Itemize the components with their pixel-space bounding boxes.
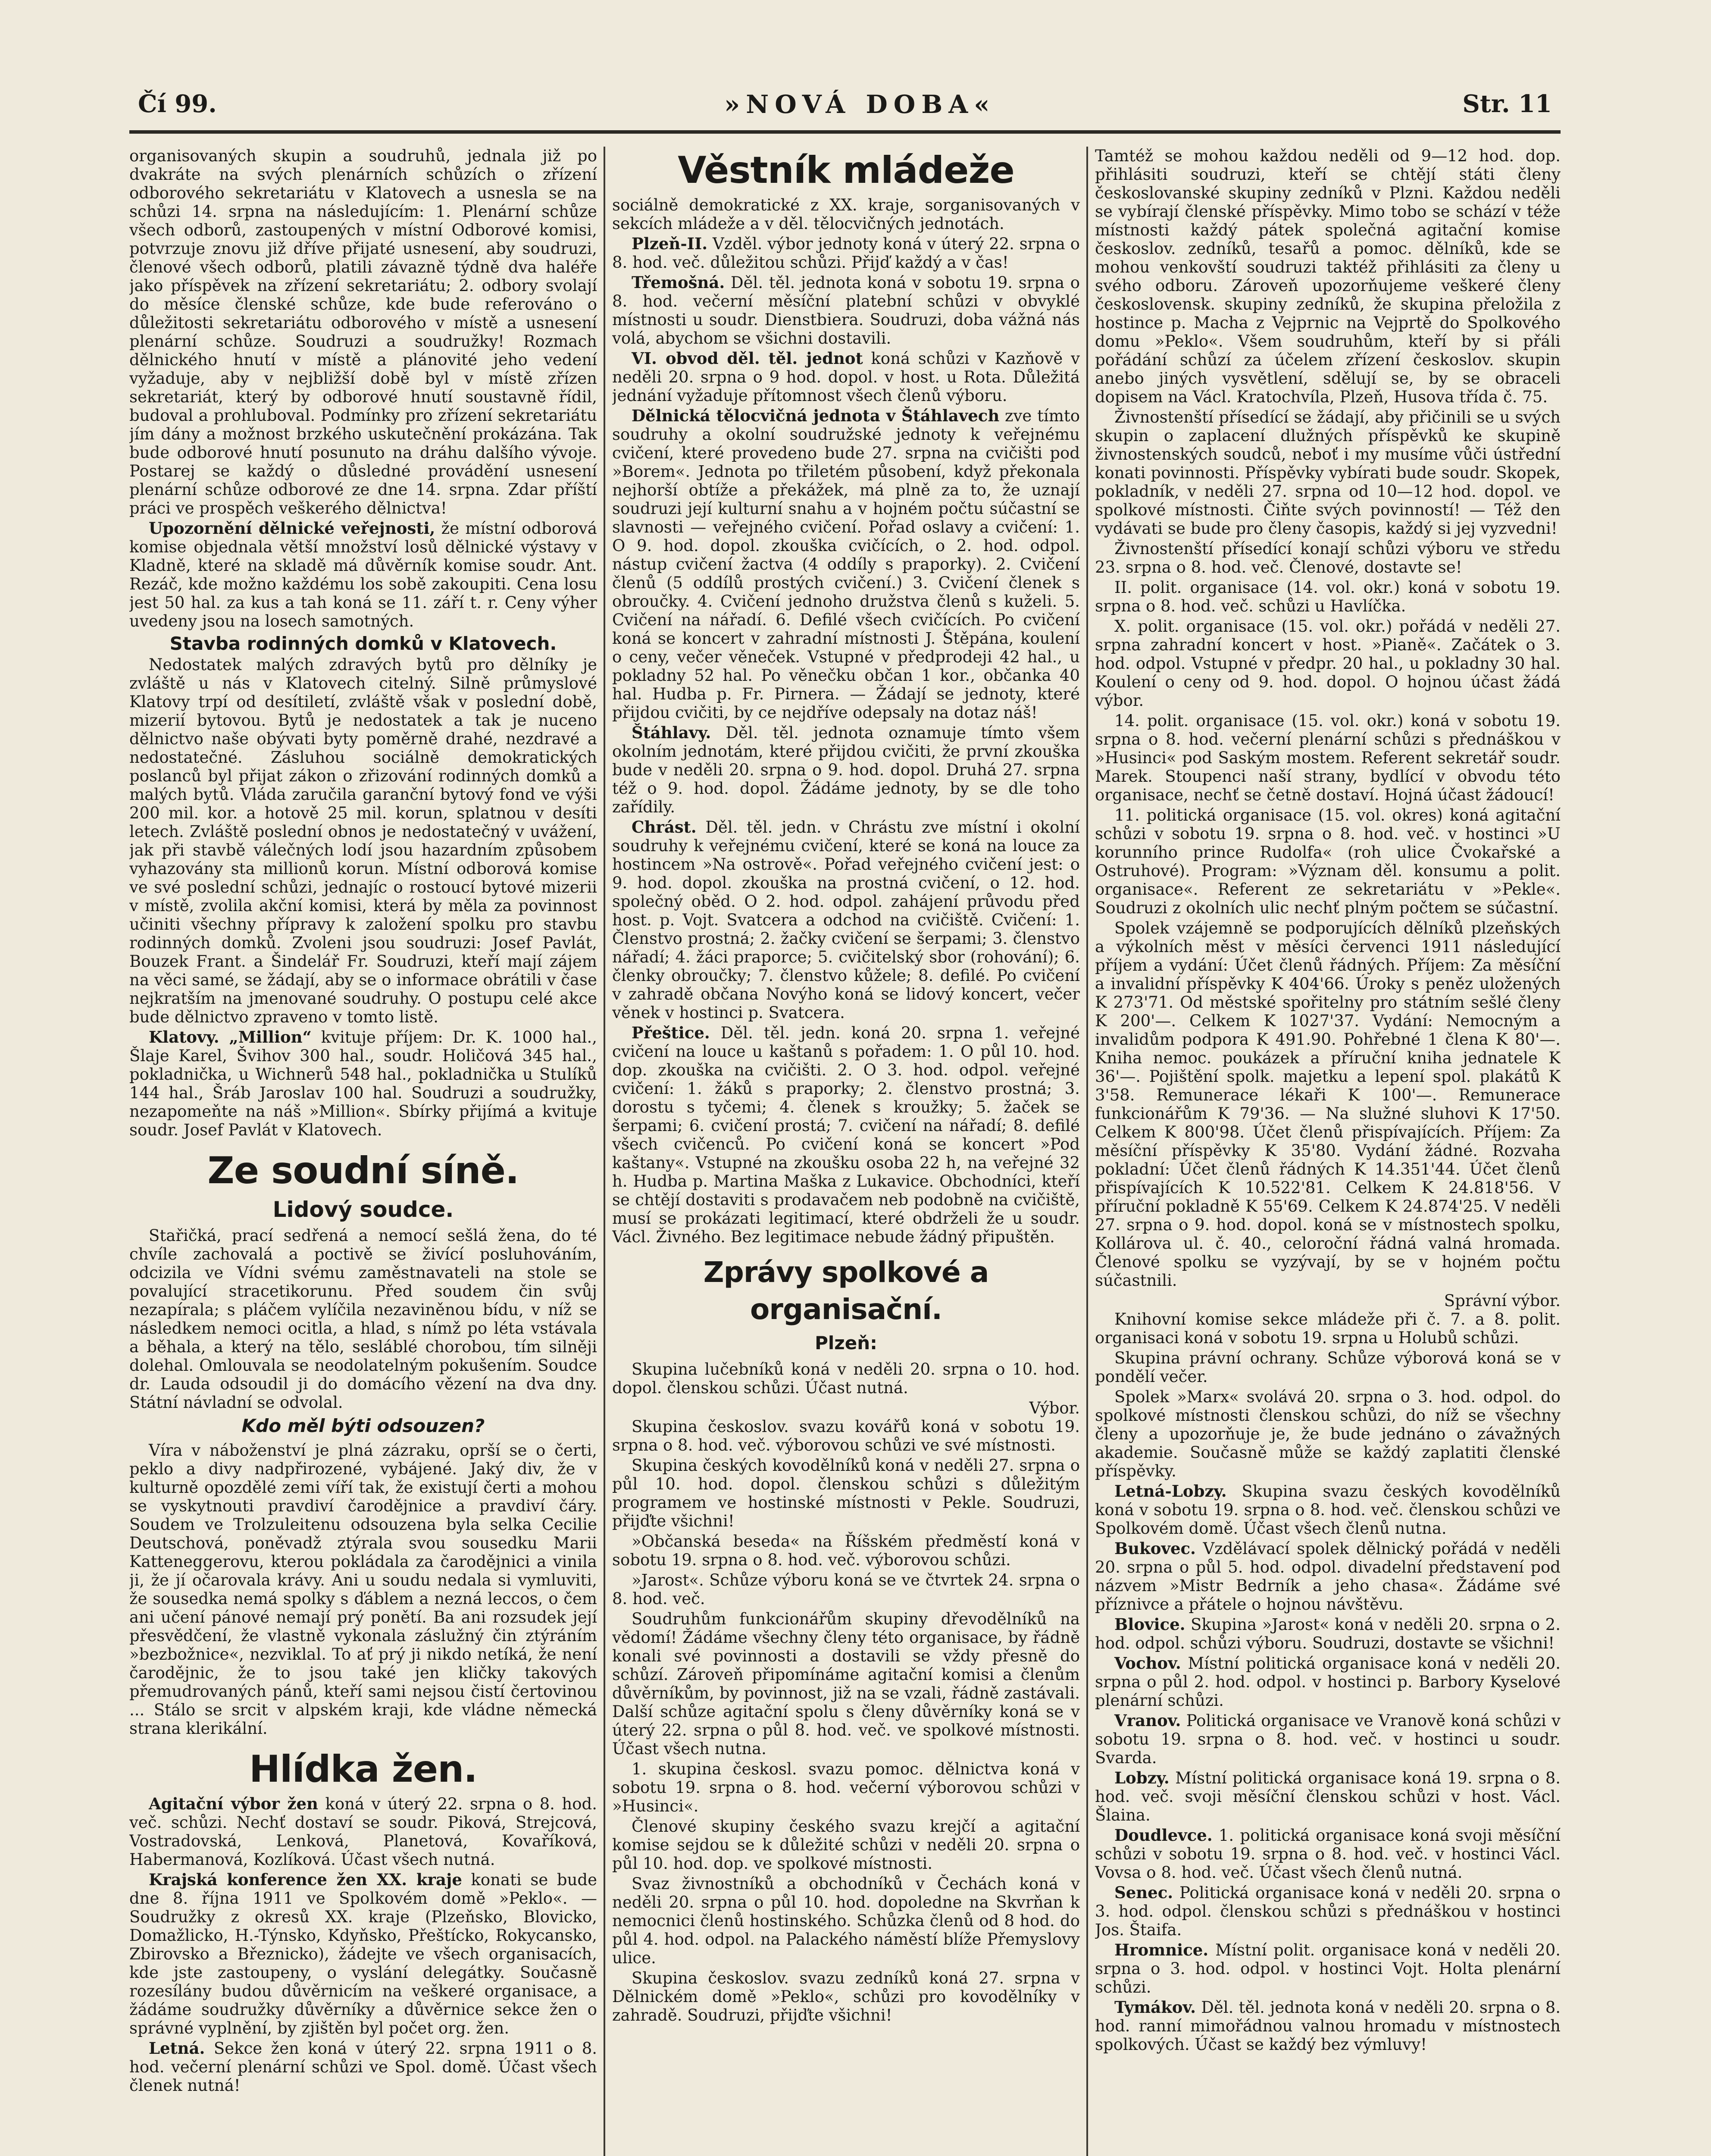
paragraph-text: Místní polit. organisace koná v neděli 20. srpna o 3. hod. odpol. v hostinci Vojt. Holta plenární schůzi. — [1095, 1941, 1561, 1996]
signature: Správní výbor. — [1444, 1291, 1561, 1310]
run-in-heading: Chrást. — [632, 818, 697, 837]
notice-paragraph: »Občanská beseda« na Říšském předměstí koná v sobotu 19. srpna o 8. hod. več. výborovou schůzi. — [612, 1532, 1080, 1569]
paragraph-text: kvituje příjem: Dr. K. 1000 hal., Šlaje Karel, Švihov 300 hal., soudr. Holičová 345 hal., pokladnička, u Wichnerů 548 hal., pokladnička u Stulíků 144 hal., Šráb Jaroslav 100 hal. Soudruzi a soudružky, nezapomeňte na náš »Million«. Sbírky přijímá a kvituje soudr. Josef Pavlát v Klatovech. — [129, 1028, 597, 1139]
notice-paragraph — [1095, 1654, 1561, 1710]
run-in-heading: Dělnická tělocvičná jednota v Štáhlavech — [632, 406, 1000, 425]
run-in-heading: Upozornění dělnické veřejnosti, — [149, 519, 435, 538]
article-paragraph — [129, 519, 597, 630]
paragraph-text: že místní odborová komise objednala větší množství losů dělnické výstavy v Kladně, které na skladě má důvěrník komise soudr. Ant. Rezáč, kde možno každému los sobě zakoupiti. Cena losu jest 50 hal. za kus a tah koná se 11. září t. r. Ceny výher uvedeny jsou na losech samotných. — [129, 519, 597, 630]
notice-paragraph: 11. politická organisace (15. vol. okres) koná agitační schůzi v sobotu 19. srpna o 8. hod. več. v hostinci »U korunního prince Rudolfa« (roh ulice Čvokařské a Ostruhové). Program: »Význam děl. konsumu a polit. organisace«. Referent ze sekretariátu v »Pekle«. Soudruzi z okolních ulic nechť plným počtem se súčastní. — [1095, 806, 1561, 917]
article-paragraph: Stařičká, prací sedřená a nemocí sešlá žena, do té chvíle zachovalá a poctivě se živící posluhováním, odcizila ve Vídni svému zaměstnavateli na stole se povalující stracetikorunu. Před soudem čin svůj nezapírala; s pláčem vylíčila nezaviněnou bídu, v níž se následkem nemoci ocitla, a hlad, s nímž po léta vstávala a běhala, a který na tělo, sesláblé chorobou, tím silněji dolehal. Omlouvala se neodolatelným pokušením. Soudce dr. Lauda odsoudil ji do domácího vězení na dva dny. Státní návladní se odvolal. — [129, 1226, 597, 1412]
notice-paragraph: Živnostenští přísedící konají schůzi výboru ve středu 23. srpna o 8. hod. več. Členové, dostavte se! — [1095, 539, 1561, 577]
notice-paragraph: Spolek vzájemně se podporujících dělníků plzeňských a výkolních měst v měsíci červenci 1911 následující příjem a vydání: Účet členů řádných. Příjem: Za měsíční a invalidní příspěvky K 404'66. Úroky s peněz uložených K 273'71. Od městské spořitelny pro státním sešlé členy K 200'—. Celkem K 1027'37. Vydání: Nemocným a invalidům podpora K 491.90. Pohřebné 1 člena K 80'—. Kniha nemoc. poukázek a příruční kniha jednatele K 36'—. Pojištění spolk. majetku a lepení spol. plakátů K 3'58. Remunerace lékaři K 100'—. Remunerace funkcionářům K 79'36. — Na služné sluhovi K 17'50. Celkem K 800'98. Účet členů přispívajících. Příjem: Za měsíční příspěvky K 35'80. Vydání žádné. Rozvaha pokladní: Účet členů řádných K 14.351'44. Účet členů přispívajících K 10.522'81. Celkem K 24.818'56. V příruční pokladně K 55'69. Celkem K 24.874'25. V neděli 27. srpna o 9. hod. dopol. koná se v místnostech spolku, Kollárova ul. č. 40., celoroční řádná valná hromada. Členové spolku se vyzývají, by se v hojném počtu súčastnili. — [1095, 919, 1561, 1290]
notice-paragraph: Knihovní komise sekce mládeže při č. 7. a 8. polit. organisaci koná v sobotu 19. srpna u Holubů schůzi. — [1095, 1310, 1561, 1347]
notice-paragraph: Skupina právní ochrany. Schůze výborová koná se v pondělí večer. — [1095, 1349, 1561, 1386]
column-middle — [612, 147, 1080, 2156]
article-paragraph: organisovaných skupin a soudruhů, jednala již po dvakráte na svých plenárních schůzích o zřízení odborového sekretariátu v Klatovech a usnesla se na schůzi 14. srpna na následujícím: 1. Plenární schůze všech odborů, zastoupených v místní Odborové komisi, potvrzuje znovu již dříve přijaté usnesení, aby soudruzi, členové všech odborů, platili závazně týdně dva haléře jako příspěvek na zřízení sekretariátu; 2. odbory svolají do měsíce členské schůze, kde bude referováno o důležitosti sekretariátu odborového v místě a usnesení plenární schůze. Soudruzi a soudružky! Rozmach dělnického hnutí v místě a plánovité jeho vedení vyžaduje, aby v nejbližší době byl v místě zřízen sekretariát, který by odborové hnutí soustavně řídil, budoval a prohluboval. Podmínky pro zřízení sekretariátu jím dány a možnost brzkého uskutečnění prokázána. Tak bude odborové hnutí posunuto na dráhu dalšího vývoje. Postarej se každý o důsledné provádění usnesení plenární schůze odborové ze dne 14. srpna. Zdar příští práci ve prospěch veškerého dělnictva! — [129, 147, 597, 517]
notice-paragraph: X. polit. organisace (15. vol. okr.) pořádá v neděli 27. srpna zahradní koncert v host. »Pianě«. Začátek o 3. hod. odpol. Vstupné v předpr. 20 hal., u pokladny 30 hal. Koulení o ceny od 9. hod. dopol. O hojnou účast žádá výbor. — [1095, 617, 1561, 710]
run-in-heading: Blovice. — [1114, 1615, 1186, 1634]
notice-paragraph: 1. skupina českosl. svazu pomoc. dělnictva koná v sobotu 19. srpna o 8. hod. večerní výborovou schůzi v »Husinci«. — [612, 1760, 1080, 1815]
column-left — [129, 147, 597, 2156]
column-divider — [1086, 147, 1088, 2156]
run-in-heading: Vochov. — [1114, 1654, 1181, 1673]
run-in-heading: Tymákov. — [1114, 1998, 1196, 2017]
section-subtitle: Kdo měl býti odsouzen? — [241, 1415, 485, 1436]
notice-paragraph — [1095, 1711, 1561, 1767]
run-in-heading: Letná. — [149, 2039, 205, 2058]
notice-paragraph: Členové skupiny českého svazu krejčí a agitační komise sejdou se k důležité schůzi v neděli 20. srpna o půl 10. hod. dop. ve spolkové místnosti. — [612, 1817, 1080, 1873]
section-subtitle: Lidový soudce. — [272, 1197, 454, 1222]
section-subheading: Stavba rodinných domků v Klatovech. — [169, 633, 557, 654]
notice-paragraph — [1095, 1615, 1561, 1652]
masthead — [129, 82, 1561, 134]
run-in-heading: Senec. — [1114, 1883, 1173, 1902]
paragraph-text: koná v úterý 22. srpna o 8. hod. več. schůzi. Nechť dostaví se soudr. Piková, Strejcová, Vostradovská, Lenková, Planetová, Kovaříková, Habermanová, Kozlíková. Účast všech nutná. — [129, 1795, 597, 1869]
notice-paragraph — [612, 349, 1080, 405]
notice-paragraph: Svaz živnostníků a obchodníků v Čechách koná v neděli 20. srpna o půl 10. hod. dopoledne na Skvrňan k nemocnici členů hostinského. Schůzka členů od 8 hod. do půl 4. hod. odpol. na Palackého náměstí blíže Přemyslovy ulice. — [612, 1874, 1080, 1967]
notice-paragraph — [1095, 1826, 1561, 1882]
notice-paragraph — [1095, 1539, 1561, 1614]
notice-paragraph — [612, 235, 1080, 272]
run-in-heading: Hromnice. — [1114, 1940, 1209, 1959]
paragraph-text: Děl. těl. jedn. v Chrástu zve místní i okolní soudruhy k veřejnému cvičení, které se koná na louce za hostincem »Na ostrově«. Pořad veřejného cvičení jest: o 9. hod. dopol. zkouška na prostná cvičení, o 12. hod. společný oběd. O 2. hod. odpol. zahájení průvodu před host. p. Vojt. Svatcera a odchod na cvičiště. Cvičení: 1. Členstvo prostná; 2. žačky cvičení se šerpami; 3. členstvo nářadí; 4. žáci praporce; 5. cvičitelský sbor (rohování); 6. členky obroučky; 7. členstvo kůžele; 8. defilé. Po cvičení v zahradě občana Novýho koná se lidový koncert, večer věnek v hostinci p. Svatcera. — [612, 818, 1080, 1022]
paragraph-text: Politická organisace ve Vranově koná schůzi v sobotu 19. srpna o 8. hod. več. v hostinci u soudr. Svarda. — [1095, 1711, 1561, 1767]
article-paragraph — [129, 2039, 597, 2095]
paragraph-text: Vzděl. výbor jednoty koná v úterý 22. srpna o 8. hod. več. důležitou schůzi. Přijď každý a v čas! — [612, 235, 1080, 272]
notice-paragraph — [612, 273, 1080, 348]
article-paragraph: Nedostatek malých zdravých bytů pro dělníky je zvláště u nás v Klatovech citelný. Silně průmyslové Klatovy trpí od desítiletí, zvláště však v poslední době, mizerií bytovou. Bytů je nedostatek a tak je nuceno dělnictvo naše obývati byty poměrně drahé, nezdravé a nedostatečné. Zásluhou sociálně demokratických poslanců byl přijat zákon o zřizování rodinných domků a malých bytů. Vláda zaručila garanční bytový fond ve výši 200 mil. kor. a hotově 25 mil. korun, splatnou v desíti letech. Zvláště poslední obnos je nedostatečný v uvážení, jak při stavbě válečných lodí jsou hazardním způsobem vyhazovány sta millionů korun. Místní odborová komise ve své poslední schůzi, jednajíc o rostoucí bytové mizerii v místě, zvolila akční komisi, která by měla za povinnost učiniti všechny přípravy k založení spolku pro stavbu rodinných domků. Zvoleni jsou soudruzi: Josef Pavlát, Bouzek Frant. a Šindelář Fr. Soudruzi, kteří mají zájem na věci samé, se žádají, aby se o informace obrátili v čase nejkratším na jmenované soudruhy. O postupu celé akce bude dělnictvo zpraveno v tomto listě. — [129, 655, 597, 1026]
paragraph-text: Sekce žen koná v úterý 22. srpna 1911 o 8. hod. večerní plenární schůzi ve Spol. domě. Účast všech členek nutná! — [129, 2039, 597, 2095]
notice-paragraph: Skupina českoslov. svazu zedníků koná 27. srpna v Dělnickém domě »Peklo«, schůzi pro kovodělníky v zahradě. Soudruzi, přijďte všichni! — [612, 1969, 1080, 2024]
notice-paragraph: 14. polit. organisace (15. vol. okr.) koná v sobotu 19. srpna o 8. hod. večerní plenární schůzi s přednáškou v »Husinci« pod Saským mostem. Referent sekretář soudr. Marek. Stoupenci naší strany, bydlící v obvodu této organisace, nechť se četně dostaví. Hojná účast žádoucí! — [1095, 711, 1561, 804]
column-right — [1095, 147, 1561, 2156]
city-heading: Plzeň: — [815, 1332, 877, 1354]
paragraph-text: Místní politická organisace koná 19. srpna o 8. hod. več. svoji měsíční členskou schůzi v host. Václ. Šlaina. — [1095, 1769, 1561, 1824]
paragraph-text: Děl. těl. jednota koná v neděli 20. srpna o 8. hod. ranní mimořádnou valnou hromadu v místnostech spolkových. Účast se každý bez výmluvy! — [1095, 1998, 1561, 2054]
run-in-heading: Štáhlavy. — [632, 723, 711, 742]
article-paragraph — [129, 1028, 597, 1139]
notice-paragraph — [1095, 1769, 1561, 1824]
notice-paragraph — [612, 1024, 1080, 1246]
section-intro: sociálně demokratické z XX. kraje, sorganisovaných v sekcích mládeže a v děl. tělocvičných jednotách. — [612, 196, 1080, 233]
column-divider — [604, 147, 605, 2156]
run-in-heading: Krajská konference žen XX. kraje — [149, 1870, 462, 1889]
page-content — [129, 82, 1561, 2156]
notice-paragraph — [612, 818, 1080, 1022]
notice-paragraph: Skupina lučebníků koná v neděli 20. srpna o 10. hod. dopol. členskou schůzi. Účast nutná. — [612, 1360, 1080, 1397]
paragraph-text: Skupina »Jarost« koná v neděli 20. srpna o 2. hod. odpol. schůzi výboru. Soudruzi, dostavte se všichni! — [1095, 1615, 1561, 1652]
notice-paragraph — [1095, 1883, 1561, 1939]
paragraph-text: zve tímto soudruhy a okolní soudružské jednoty k veřejnému cvičení, které provedeno bude 27. srpna na cvičišti pod »Borem«. Jednota po třiletém působení, když překonala nejhorší obtíže a překážek, má plně za to, že uznají soudruzi její kulturní snahu a v hojném počtu súčastní se slavnosti — veřejného cvičení. Pořad oslavy a cvičení: 1. O 9. hod. dopol. zkouška cvičících, o 2. hod. odpol. nástup cvičení žactva (4 oddíly s praporky). 2. Cvičení členů (5 oddílů prostých cvičení.) 3. Cvičení členek s obroučky. 4. Cvičení jednoho družstva členů s kuželi. 5. Cvičení na nářadí. 6. Defilé všech cvičících. Po cvičení koná se koncert v zahradní místnosti J. Štěpána, koulení o ceny, večer věneček. Vstupné v předprodeji 42 hal., u pokladny 52 hal. Po věnečku občan 1 kor., občanka 40 hal. Hudba p. Fr. Pirnera. — Žádají se jednoty, které přijdou cvičiti, by ce nejdříve odepsaly na dotaz náš! — [612, 407, 1080, 722]
paragraph-text: Skupina svazu českých kovodělníků koná v sobotu 19. srpna o 8. hod. več. členskou schůzi ve Spolkovém domě. Účast všech členů nutna. — [1095, 1482, 1561, 1538]
run-in-heading: Doudlevce. — [1114, 1826, 1213, 1845]
notice-paragraph — [1095, 1482, 1561, 1538]
notice-paragraph — [1095, 1941, 1561, 1996]
article-paragraph — [129, 1795, 597, 1869]
section-title-youth: Věstník mládeže — [678, 149, 1014, 192]
article-paragraph — [129, 1871, 597, 2037]
newspaper-title: »NOVÁ DOBA« — [724, 90, 996, 119]
section-title-organisations: Zprávy spolkové a organisační. — [703, 1256, 989, 1326]
run-in-heading: Vranov. — [1114, 1711, 1181, 1730]
notice-paragraph: Tamtéž se mohou každou neděli od 9—12 hod. dop. přihlásiti soudruzi, kteří se chtějí státi členy českoslovanské skupiny zedníků v Plzni. Každou neděli se vybírají členské příspěvky. Mimo tobo se schází v téže místnosti každý pátek společná agitační komise českoslov. zedníků, tesařů a pomoc. dělníků, kde se mohou venkovští soudruzi taktéž přihlásiti za členy u svého odboru. Zároveň upozorňujeme veškeré členy československ. skupiny zedníků, že skupina přeložila z hostince p. Macha z Vejprnic na Vejprtě do Spolkového domu »Peklo«. Všem soudruhům, kteří by si přáli pořádání schůzí za účelem zřízení českoslov. skupin anebo jiných vysvětlení, sdělují se, by se obraceli dopisem na Václ. Kratochvíla, Plzeň, Husova třída č. 75. — [1095, 147, 1561, 406]
page-number: Str. 11 — [1462, 90, 1552, 118]
run-in-heading: VI. obvod děl. těl. jednot — [632, 349, 863, 368]
paragraph-text: koná schůzi v Kazňově v neděli 20. srpna o 9 hod. dopol. v host. u Rota. Důležitá jednání vyžaduje přítomnost všech členů výboru. — [612, 349, 1080, 405]
run-in-heading: Lobzy. — [1114, 1768, 1170, 1787]
notice-paragraph: »Jarost«. Schůze výboru koná se ve čtvrtek 24. srpna o 8. hod. več. — [612, 1571, 1080, 1608]
paragraph-text: Vzdělávací spolek dělnický pořádá v neděli 20. srpna o půl 5. hod. odpol. divadelní představení pod názvem »Mistr Bedrník a jeho chasa«. Žádáme své příznivce a přátele o hojnou návštěvu. — [1095, 1539, 1561, 1614]
signature: Výbor. — [1029, 1399, 1080, 1417]
article-paragraph: Víra v náboženství je plná zázraku, oprší se o čerti, peklo a divy nadpřirozené, vybájené. Jaký div, že v kulturně opozdělé zemi víří tak, že existují čerti a mohou se vyskytnouti pravdiví čarodějnice a pravdiví čáry. Soudem ve Trolzuleitenu odsouzena byla selka Cecilie Deutschová, poněvadž ztýrala svou sousedku Marii Katteneggerovu, kterou pokládala za čarodějnici a vinila ji, že jí očarovala krávy. Ani u soudu nedala si vymluviti, že sousedka nemá spolky s ďáblem a nezná leccos, o čem ani učení pánové nemají prý ponětí. Ba ani rozsudek její přesvědčení, že vlastně vykonala záslužný čin ztýráním »bezbožnice«, nezviklal. To ať prý ji nikdo netíká, že není čarodějnic, že to jsou také jen kličky takových přemudrovaných pánů, kteří sami nejsou čistí čertovinou ... Stálo se srcit v alpském kraji, kde vládne německá strana klerikální. — [129, 1441, 597, 1738]
run-in-heading: Bukovec. — [1114, 1539, 1196, 1558]
run-in-heading: Plzeň-II. — [632, 234, 708, 253]
run-in-heading: Agitační výbor žen — [149, 1794, 318, 1813]
section-title-women: Hlídka žen. — [249, 1748, 477, 1791]
run-in-heading: Třemošná. — [632, 273, 725, 292]
paragraph-text: konati se bude dne 8. října 1911 ve Spolkovém domě »Peklo«. — Soudružky z okresů XX. kraje (Plzeňsko, Blovicko, Domažlicko, H.-Týnsko, Kdyňsko, Přeštícko, Rokycansko, Zbirovsko a Březnicko), žádejte ve všech organisacích, kde jste zastoupeny, o vyslání delegátky. Současně rozesílány budou důvěrnicím na veškeré organisace, a žádáme soudružky důvěrníky a důvěrnice sekce žen o správné vyplnění, by zjištěn byl počet org. žen. — [129, 1871, 597, 2037]
paragraph-text: Politická organisace koná v neděli 20. srpna o 3. hod. odpol. členskou schůzi s přednáškou v hostinci Jos. Štaifa. — [1095, 1883, 1561, 1939]
paragraph-text: Místní politická organisace koná v neděli 20. srpna o půl 2. hod. odpol. v hostinci p. Barbory Kyselové plenární schůzi. — [1095, 1654, 1561, 1710]
notice-paragraph — [612, 407, 1080, 722]
notice-paragraph: Soudruhům funkcionářům skupiny dřevodělníků na vědomí! Žádáme všechny členy této organisace, by řádně konali své povinnosti a dostavili se vždy přesně do schůzí. Zároveň připomínáme agitační komisi a členům důvěrníkům, by povinnost, již na se vzali, řádně zastávali. Další schůze agitační spolu s členy důvěrníky koná se v úterý 22. srpna o půl 8. hod. več. ve spolkové místnosti. Účast všech nutna. — [612, 1610, 1080, 1758]
issue-number: Čí 99. — [138, 90, 217, 118]
notice-paragraph: Živnostenští přísedící se žádají, aby přičinili se u svých skupin o zaplacení dlužných příspěvků ke skupině živnostenských soudců, neboť i my musíme vůči ústřední konati povinnosti. Příspěvky vybírati bude soudr. Skopek, pokladník, v neděli 27. srpna od 10—12 hod. dopol. ve spolkové místnosti. Čiňte svých povinností! — Též den vydávati se bude pro členy časopis, každý si jej vyzvedni! — [1095, 408, 1561, 538]
notice-paragraph: Skupina českoslov. svazu kovářů koná v sobotu 19. srpna o 8. hod. več. výborovou schůzi ve své místnosti. — [612, 1417, 1080, 1454]
notice-paragraph — [1095, 1998, 1561, 2054]
paragraph-text: Děl. těl. jedn. koná 20. srpna 1. veřejné cvičení na louce u kaštanů s pořadem: 1. O půl 10. hod. dop. zkouška na cvičišti. 2. O 3. hod. odpol. veřejné cvičení: 1. žáků s praporky; 2. členstvo prostná; 3. dorostu s tyčemi; 4. členek s kroužky; 5. žaček se šerpami; 6. cvičení prostá; 7. cvičení na nářadí; 8. defilé všech cvičenců. Po cvičení koná se koncert »Pod kaštany«. Vstupné na zkoušku osoba 22 h, na veřejné 32 h. Hudba p. Martina Maška z Lukavice. Obchodníci, kteří se chtějí dostaviti s prodavačem neb podobně na cvičiště, musí se prokázati legitimací, které obdrželi že u soudr. Václ. Živného. Bez legitimace nebude žádný připuštěn. — [612, 1024, 1080, 1246]
run-in-heading: Přeštice. — [632, 1023, 710, 1042]
section-title-court: Ze soudní síně. — [207, 1149, 519, 1192]
notice-paragraph: II. polit. organisace (14. vol. okr.) koná v sobotu 19. srpna o 8. hod. več. schůzi u Havlíčka. — [1095, 578, 1561, 615]
notice-paragraph: Spolek »Marx« svolává 20. srpna o 3. hod. odpol. do spolkové místnosti členskou schůzi, do níž se všechny členy a upozorňuje je, že bude jednáno o závažných akademie. Současně může se každý zaplatiti členské příspěvky. — [1095, 1388, 1561, 1480]
notice-paragraph: Skupina českých kovodělníků koná v neděli 27. srpna o půl 10. hod. dopol. členskou schůzi s důležitým programem ve hostinské místnosti v Pekle. Soudruzi, přijďte všichni! — [612, 1456, 1080, 1530]
paragraph-text: Děl. těl. jednota oznamuje tímto všem okolním jednotám, které přijdou cvičiti, že první zkouška bude v neděli 20. srpna o 9. hod. dopol. Druhá 27. srpna též o 9. hod. dopol. Žádáme jednoty, by se dle toho zařídily. — [612, 724, 1080, 816]
notice-paragraph — [612, 724, 1080, 816]
run-in-heading: Letná-Lobzy. — [1114, 1482, 1227, 1501]
paragraph-text: Děl. těl. jednota koná v sobotu 19. srpna o 8. hod. večerní měsíční platební schůzi v obvyklé místnosti u soudr. Dienstbiera. Soudruzi, doba vážná nás volá, abychom se všichni dostavili. — [612, 273, 1080, 348]
paragraph-text: 1. politická organisace koná svoji měsíční schůzi v sobotu 19. srpna o 8. hod. več. v hostinci Václ. Vovsa o 8. hod. več. Účast všech členů nutná. — [1095, 1826, 1561, 1882]
run-in-heading: Klatovy. „Million“ — [149, 1028, 312, 1047]
